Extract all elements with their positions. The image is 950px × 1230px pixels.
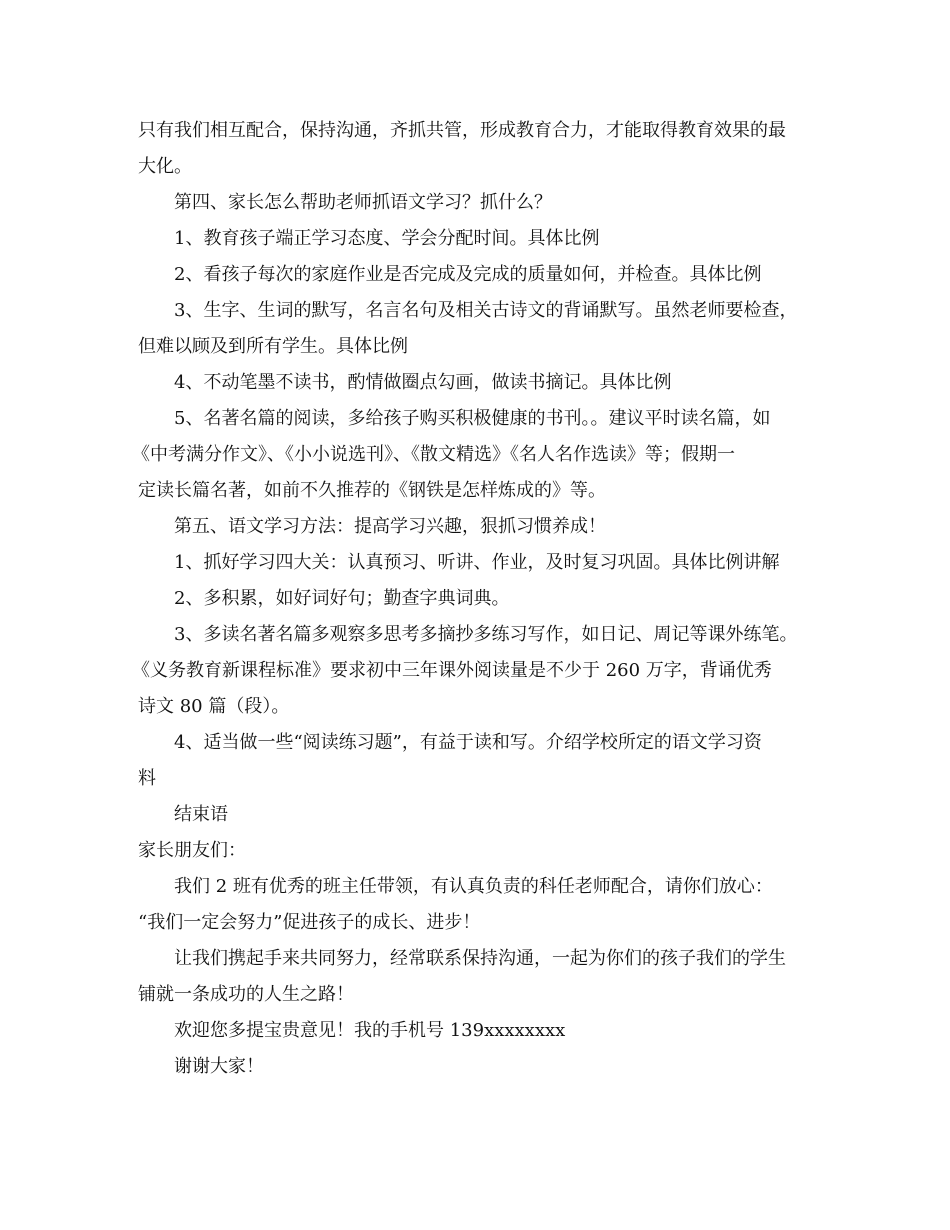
closing-heading: 结束语 [174, 804, 228, 825]
text-line: 定读长篇名著，如前不久推荐的《钢铁是怎样炼成的》等。 [138, 480, 606, 501]
contact-line: 欢迎您多提宝贵意见！我的手机号 139xxxxxxxx [174, 1020, 566, 1041]
text-line: 只有我们相互配合，保持沟通，齐抓共管，形成教育合力，才能取得教育效果的最 [138, 120, 786, 141]
text-line: “我们一定会努力”促进孩子的成长、进步！ [138, 912, 481, 933]
text-line: 料 [138, 768, 156, 789]
text-line: 大化。 [138, 156, 192, 177]
text-line: 诗文 80 篇（段）。 [138, 696, 290, 717]
list-item: 1、抓好学习四大关：认真预习、听讲、作业，及时复习巩固。具体比例讲解 [174, 552, 780, 573]
list-item: 3、多读名著名篇多观察多思考多摘抄多练习写作，如日记、周记等课外练笔。 [174, 624, 798, 645]
list-item: 5、名著名篇的阅读，多给孩子购买积极健康的书刊。。建议平时读名篇，如 [174, 408, 771, 429]
thanks-line: 谢谢大家！ [174, 1056, 264, 1077]
text-line: 《义务教育新课程标准》要求初中三年课外阅读量是不少于 260 万字，背诵优秀 [132, 660, 772, 681]
list-item: 2、多积累，如好词好句；勤查字典词典。 [174, 588, 510, 609]
text-line: 让我们携起手来共同努力，经常联系保持沟通，一起为你们的孩子我们的学生 [174, 948, 786, 969]
section-heading: 第四、家长怎么帮助老师抓语文学习？抓什么？ [174, 192, 552, 213]
salutation: 家长朋友们： [138, 840, 246, 861]
document-body [132, 113, 818, 1085]
text-line: 我们 2 班有优秀的班主任带领，有认真负责的科任老师配合，请你们放心： [174, 876, 773, 897]
text-line: 《中考满分作文》、《小小说选刊》、《散文精选》《名人名作选读》等；假期一 [132, 444, 735, 465]
list-item: 4、适当做一些“阅读练习题”，有益于读和写。介绍学校所定的语文学习资 [174, 732, 762, 753]
list-item: 1、教育孩子端正学习态度、学会分配时间。具体比例 [174, 228, 600, 249]
text-line: 但难以顾及到所有学生。具体比例 [138, 336, 408, 357]
text-line: 铺就一条成功的人生之路！ [138, 984, 354, 1005]
list-item: 3、生字、生词的默写，名言名句及相关古诗文的背诵默写。虽然老师要检查， [174, 300, 798, 321]
list-item: 2、看孩子每次的家庭作业是否完成及完成的质量如何，并检查。具体比例 [174, 264, 762, 285]
list-item: 4、不动笔墨不读书，酌情做圈点勾画，做读书摘记。具体比例 [174, 372, 672, 393]
section-heading: 第五、语文学习方法：提高学习兴趣，狠抓习惯养成！ [174, 516, 606, 537]
